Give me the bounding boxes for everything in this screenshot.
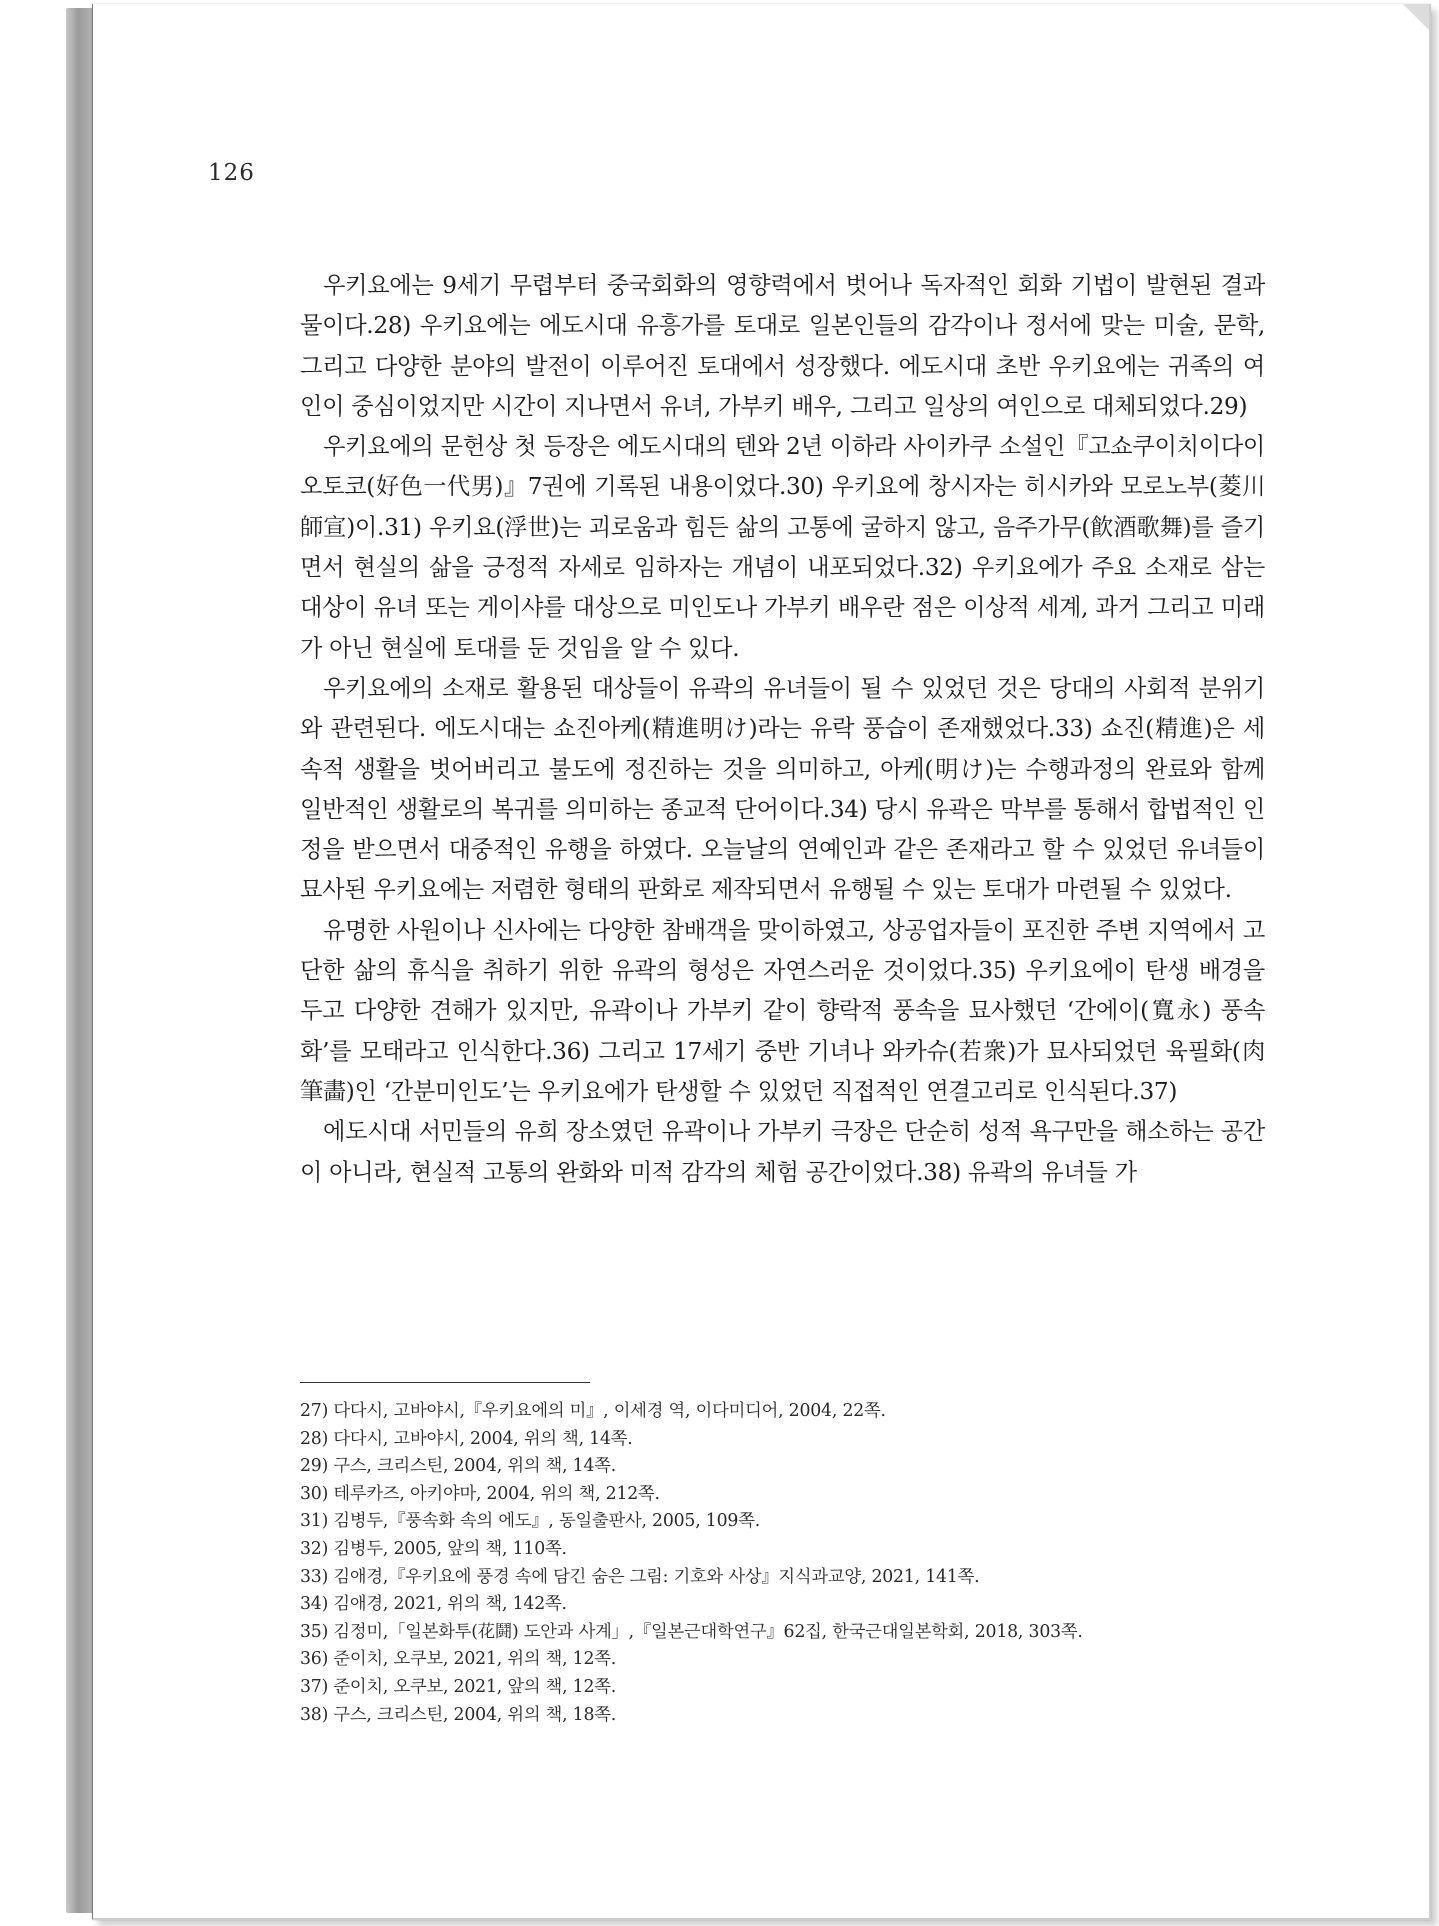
paragraph: 에도시대 서민들의 유희 장소였던 유곽이나 가부키 극장은 단순히 성적 욕구만을 해소하는 공간이 아니라, 현실적 고통의 완화와 미적 감각의 체험 공간이었다.38) 유곽의 유녀들 가: [300, 1118, 1265, 1186]
footnote: 34) 김애경, 2021, 위의 책, 142쪽.: [300, 1594, 567, 1615]
footnote: 30) 테루카즈, 아키야마, 2004, 위의 책, 212쪽.: [300, 1483, 660, 1504]
footnote-divider: [300, 1382, 590, 1383]
book-spine-edge: [66, 8, 94, 1913]
footnote: 27) 다다시, 고바야시,『우키요에의 미』, 이세경 역, 이다미디어, 2004, 22쪽.: [300, 1401, 886, 1421]
footnote: 35) 김정미,「일본화투(花鬪) 도안과 사계」,『일본근대학연구』62집, 한국근대일본학회, 2018, 303쪽.: [300, 1621, 1083, 1642]
footnote: 33) 김애경,『우키요에 풍경 속에 담긴 숨은 그림: 기호와 사상』지식과교양, 2021, 141쪽.: [300, 1566, 980, 1587]
footnote: 32) 김병두, 2005, 앞의 책, 110쪽.: [300, 1538, 567, 1559]
footnote: 28) 다다시, 고바야시, 2004, 위의 책, 14쪽.: [300, 1428, 633, 1449]
paragraph: 우키요에의 문헌상 첫 등장은 에도시대의 텐와 2년 이하라 사이카쿠 소설인『고쇼쿠이치이다이오토코(好色一代男)』7권에 기록된 내용이었다.30) 우키요에 창시자는 히시카와 모로노부(菱川師宣)이.31) 우키요(浮世)는 괴로움과 힘든 삶의 고통에 굴하지 않고, 음주가무(飮酒歌舞)를 즐기면서 현실의 삶을 긍정적 자세로 임하자는 개념이 내포되었다.32) 우키요에가 주요 소재로 삼는 대상이 유녀 또는 게이샤를 대상으로 미인도나 가부키 배우란 점은 이상적 세계, 과거 그리고 미래가 아닌 현실에 토대를 둔 것임을 알 수 있다.: [300, 433, 1265, 662]
body-text: [300, 266, 1265, 1193]
footnotes-list: [300, 1398, 1265, 1729]
footnote: 36) 준이치, 오쿠보, 2021, 위의 책, 12쪽.: [300, 1649, 617, 1670]
footnote: 29) 구스, 크리스틴, 2004, 위의 책, 14쪽.: [300, 1456, 617, 1477]
paragraph: 우키요에는 9세기 무렵부터 중국회화의 영향력에서 벗어나 독자적인 회화 기법이 발현된 결과물이다.28) 우키요에는 에도시대 유흥가를 토대로 일본인들의 감각이나 정서에 맞는 미술, 문학, 그리고 다양한 분야의 발전이 이루어진 토대에서 성장했다. 에도시대 초반 우키요에는 귀족의 여인이 중심이었지만 시간이 지나면서 유녀, 가부키 배우, 그리고 일상의 여인으로 대체되었다.29): [300, 272, 1265, 420]
page-number: 126: [208, 160, 255, 186]
page-corner-fold: [1403, 4, 1429, 30]
footnote: 38) 구스, 크리스틴, 2004, 위의 책, 18쪽.: [300, 1704, 617, 1725]
footnote: 37) 준이치, 오쿠보, 2021, 앞의 책, 12쪽.: [300, 1676, 617, 1697]
paragraph: 우키요에의 소재로 활용된 대상들이 유곽의 유녀들이 될 수 있었던 것은 당대의 사회적 분위기와 관련된다. 에도시대는 쇼진아케(精進明け)라는 유락 풍습이 존재했었다.33) 쇼진(精進)은 세속적 생활을 벗어버리고 불도에 정진하는 것을 의미하고, 아케(明け)는 수행과정의 완료와 함께 일반적인 생활로의 복귀를 의미하는 종교적 단어이다.34) 당시 유곽은 막부를 통해서 합법적인 인정을 받으면서 대중적인 유행을 하였다. 오늘날의 연예인과 같은 존재라고 할 수 있었던 유녀들이 묘사된 우키요에는 저렴한 형태의 판화로 제작되면서 유행될 수 있는 토대가 마련될 수 있었다.: [300, 674, 1265, 904]
paragraph: 유명한 사원이나 신사에는 다양한 참배객을 맞이하였고, 상공업자들이 포진한 주변 지역에서 고단한 삶의 휴식을 취하기 위한 유곽의 형성은 자연스러운 것이었다.35) 우키요에이 탄생 배경을 두고 다양한 견해가 있지만, 유곽이나 가부키 같이 향락적 풍속을 묘사했던 ‘간에이(寬永) 풍속화’를 모태라고 인식한다.36) 그리고 17세기 중반 기녀나 와카슈(若衆)가 묘사되었던 육필화(肉筆畵)인 ‘간분미인도’는 우키요에가 탄생할 수 있었던 직접적인 연결고리로 인식된다.37): [300, 916, 1265, 1105]
footnote: 31) 김병두,『풍속화 속의 에도』, 동일출판사, 2005, 109쪽.: [300, 1511, 760, 1532]
